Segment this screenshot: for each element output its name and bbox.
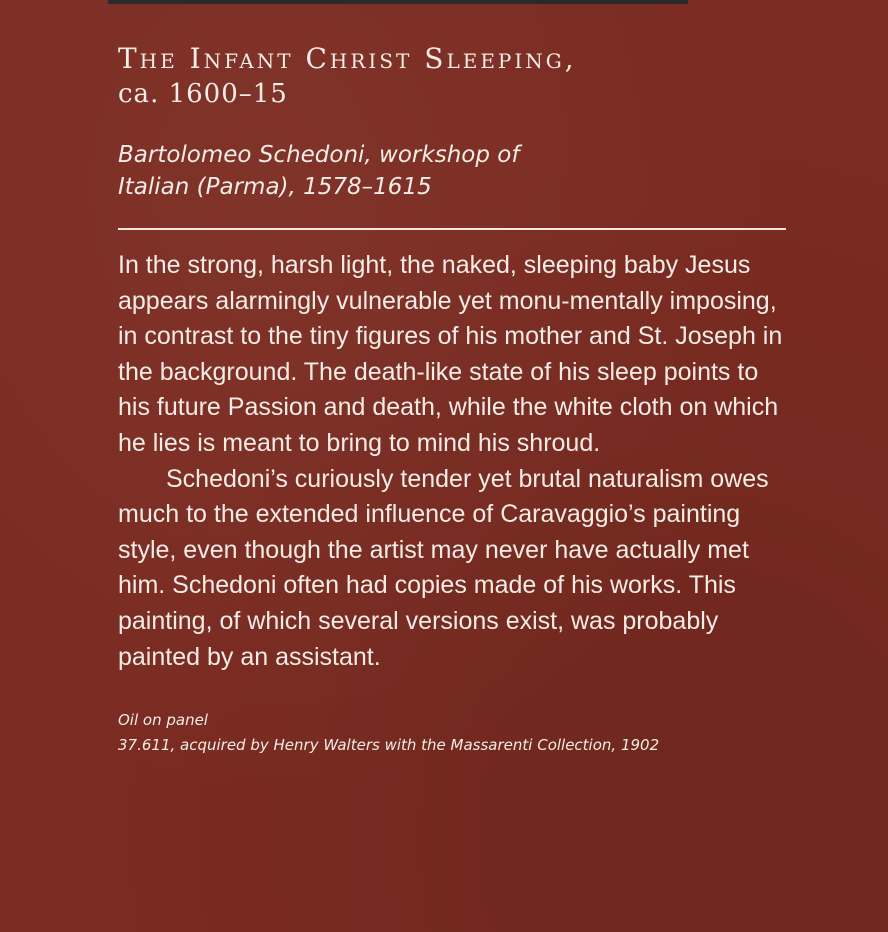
- artist-nationality: Italian (Parma), 1578–1615: [118, 174, 432, 200]
- description-paragraph-2: Schedoni’s curiously tender yet brutal naturalism owes much to the extended influence of Caravaggio’s painting style, even though the artist may never have actually met him. Schedoni often had copies made of his works. This painting, of which several versions exist, was probably painted by an assistant.: [118, 464, 769, 671]
- museum-label: [118, 42, 788, 756]
- artwork-title: The Infant Christ Sleeping,: [118, 42, 577, 75]
- accession-credit: 37.611, acquired by Henry Walters with the Massarenti Collection, 1902: [118, 736, 660, 755]
- description-paragraph-1: In the strong, harsh light, the naked, sleeping baby Jesus appears alarmingly vulnerable yet monu-mentally imposing, in contrast to the tiny figures of his mother and St. Joseph in the background. The death-like state of his sleep points to his future Passion and death, while the white cloth on which he lies is meant to bring to mind his shroud.: [118, 251, 783, 457]
- artwork-date: ca. 1600–15: [118, 79, 288, 109]
- divider-rule: [118, 228, 786, 230]
- artwork-medium: Oil on panel: [118, 711, 208, 730]
- top-frame-strip: [108, 0, 688, 4]
- artist-name: Bartolomeo Schedoni, workshop of: [118, 142, 520, 168]
